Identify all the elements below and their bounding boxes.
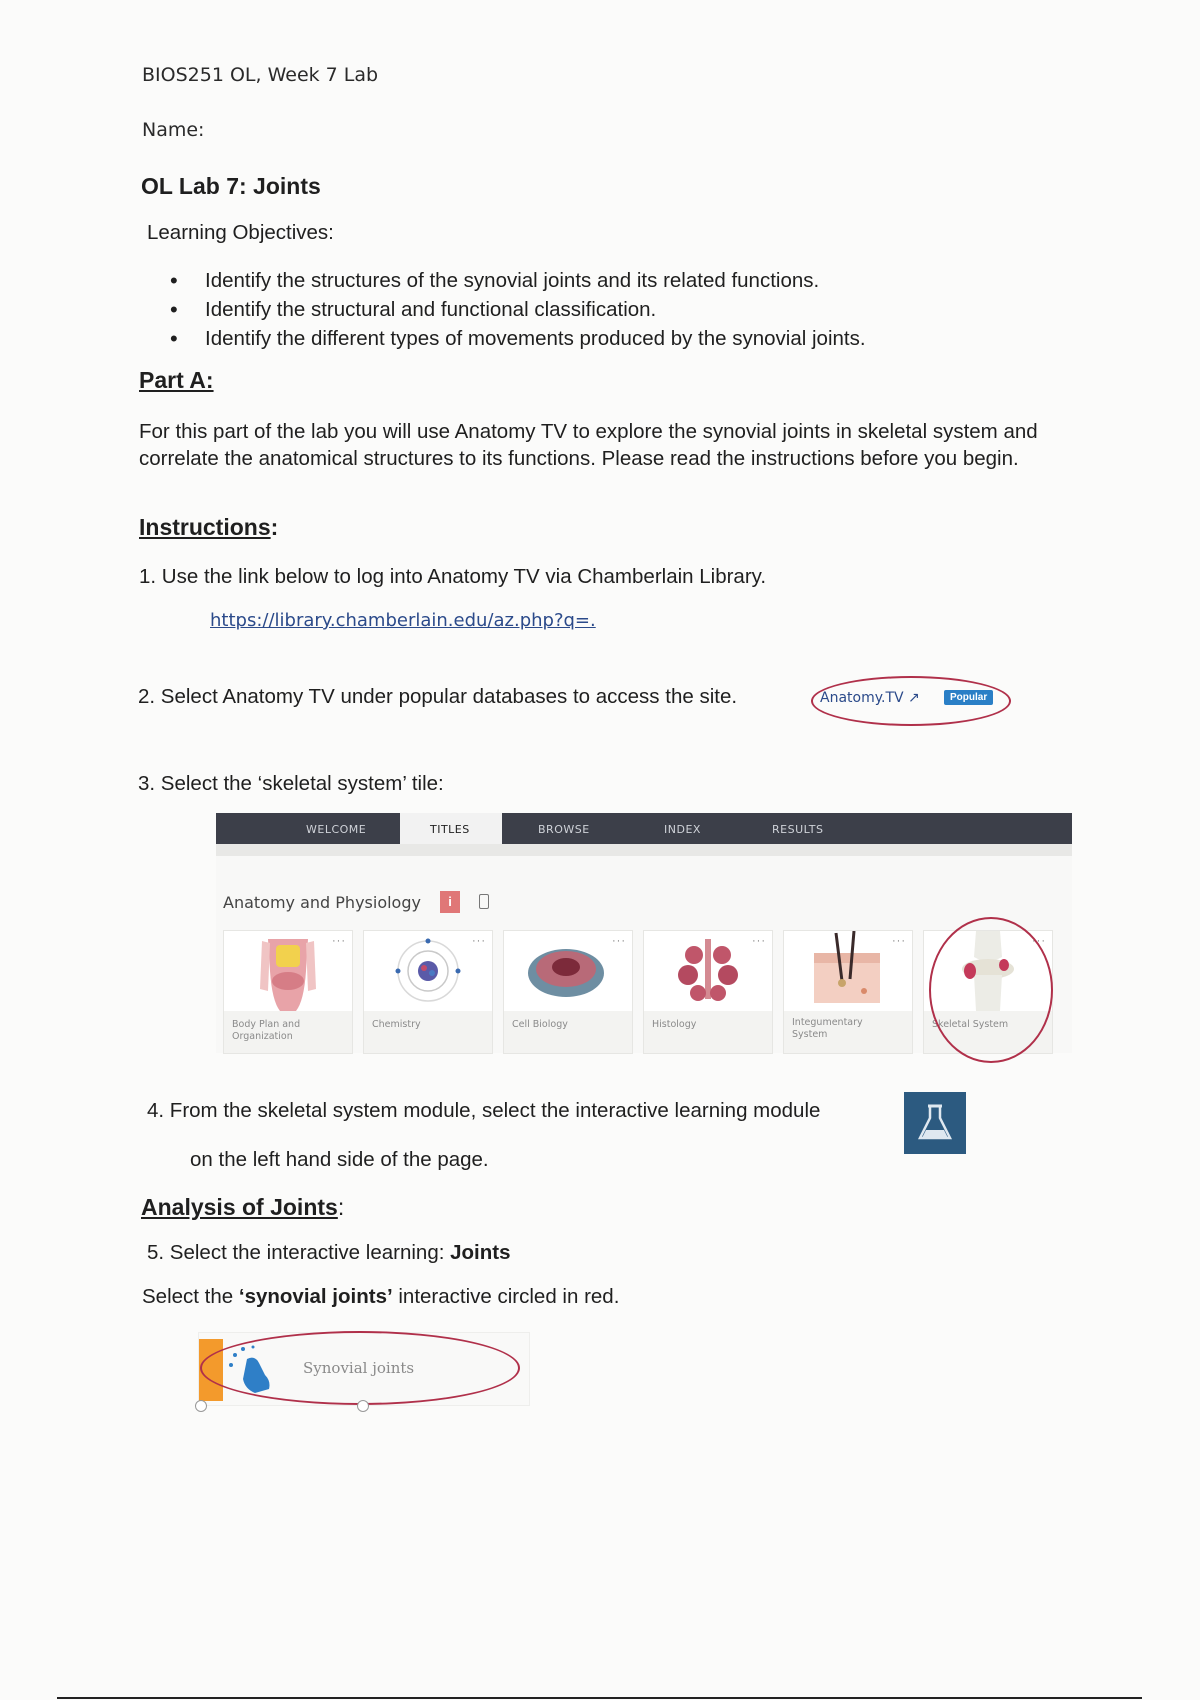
tile-chemistry[interactable]	[363, 930, 493, 1054]
tile-menu[interactable]: ···	[892, 935, 906, 947]
tile-label: Body Plan and Organization	[232, 1019, 301, 1042]
bottom-rule	[57, 1697, 1142, 1699]
skeletal-system-circle	[929, 917, 1053, 1063]
info-icon[interactable]: i	[440, 891, 460, 913]
anatomy-tv-link[interactable]: Anatomy.TV ↗	[820, 690, 920, 706]
step-4-line-2: on the left hand side of the page.	[190, 1148, 489, 1171]
tab-welcome[interactable]: WELCOME	[306, 823, 367, 836]
bookmark-icon[interactable]	[479, 894, 489, 909]
tile-label: Cell Biology	[512, 1019, 568, 1030]
tile-menu[interactable]: ···	[472, 935, 486, 947]
part-a-text: For this part of the lab you will use Anatomy TV to explore the synovial joints in skeletal system and correlate the anatomical structures to its functions. Please read the instructions before you begin.	[139, 420, 1038, 470]
flask-icon	[904, 1092, 966, 1154]
tile-integumentary[interactable]	[783, 930, 913, 1054]
instructions-heading	[139, 514, 278, 541]
course-header: BIOS251 OL, Week 7 Lab	[142, 64, 379, 86]
tab-browse[interactable]: BROWSE	[538, 823, 590, 836]
objectives-heading: Learning Objectives:	[147, 221, 334, 244]
step-5-bold: Joints	[450, 1241, 511, 1264]
step-3: 3. Select the ‘skeletal system’ tile:	[138, 772, 444, 795]
select-prefix: Select the	[142, 1285, 239, 1308]
library-link[interactable]: https://library.chamberlain.edu/az.php?q=.	[210, 610, 596, 631]
select-synovial-instruction	[142, 1283, 619, 1310]
objective-item: • Identify the different types of movements produced by the synovial joints.	[150, 324, 1050, 353]
tile-cell-biology[interactable]	[503, 930, 633, 1054]
step-5	[147, 1239, 511, 1266]
select-bold: ‘synovial joints’	[238, 1285, 393, 1308]
name-label: Name:	[142, 119, 205, 141]
interactive-learning-tile[interactable]	[904, 1092, 966, 1154]
tile-label: Histology	[652, 1019, 697, 1030]
atv-navbar	[216, 813, 1072, 844]
tile-histology[interactable]	[643, 930, 773, 1054]
step-4-line-1: 4. From the skeletal system module, select the interactive learning module	[147, 1099, 821, 1122]
tile-label: Chemistry	[372, 1019, 421, 1030]
tile-menu[interactable]: ···	[612, 935, 626, 947]
synovial-joints-circle	[200, 1331, 520, 1405]
tile-menu[interactable]: ···	[752, 935, 766, 947]
tab-index[interactable]: INDEX	[664, 823, 701, 836]
selection-handle	[195, 1400, 207, 1412]
step-1: 1. Use the link below to log into Anatomy TV via Chamberlain Library.	[139, 565, 767, 588]
tile-menu[interactable]: ···	[332, 935, 346, 947]
step-5-prefix: 5. Select the interactive learning:	[147, 1241, 451, 1264]
tile-label: Integumentary System	[792, 1017, 863, 1040]
tab-titles[interactable]: TITLES	[430, 823, 470, 836]
page-title: OL Lab 7: Joints	[141, 173, 321, 199]
tile-menu[interactable]: ···	[1032, 935, 1046, 947]
select-suffix: interactive circled in red.	[392, 1285, 620, 1308]
part-a-heading: Part A:	[139, 367, 214, 393]
tab-results[interactable]: RESULTS	[772, 823, 824, 836]
tile-label: Skeletal System	[932, 1019, 1009, 1030]
analysis-heading-text: Analysis of Joints	[141, 1194, 338, 1220]
popular-badge: Popular	[944, 690, 993, 705]
objective-item: • Identify the structural and functional classification.	[150, 295, 1050, 324]
selection-handle	[357, 1400, 369, 1412]
analysis-heading-colon: :	[337, 1194, 345, 1220]
section-title: Anatomy and Physiology	[223, 893, 421, 912]
synovial-joints-label: Synovial joints	[303, 1359, 415, 1377]
tile-body-plan[interactable]	[223, 930, 353, 1054]
objectives-list	[150, 266, 1050, 353]
step-2: 2. Select Anatomy TV under popular databases to access the site.	[138, 685, 738, 708]
instructions-heading-colon: :	[270, 514, 279, 540]
objective-item: • Identify the structures of the synovial joints and its related functions.	[150, 266, 1050, 295]
analysis-heading	[141, 1194, 344, 1221]
subnav-strip	[216, 844, 1072, 856]
instructions-heading-text: Instructions	[139, 514, 271, 540]
